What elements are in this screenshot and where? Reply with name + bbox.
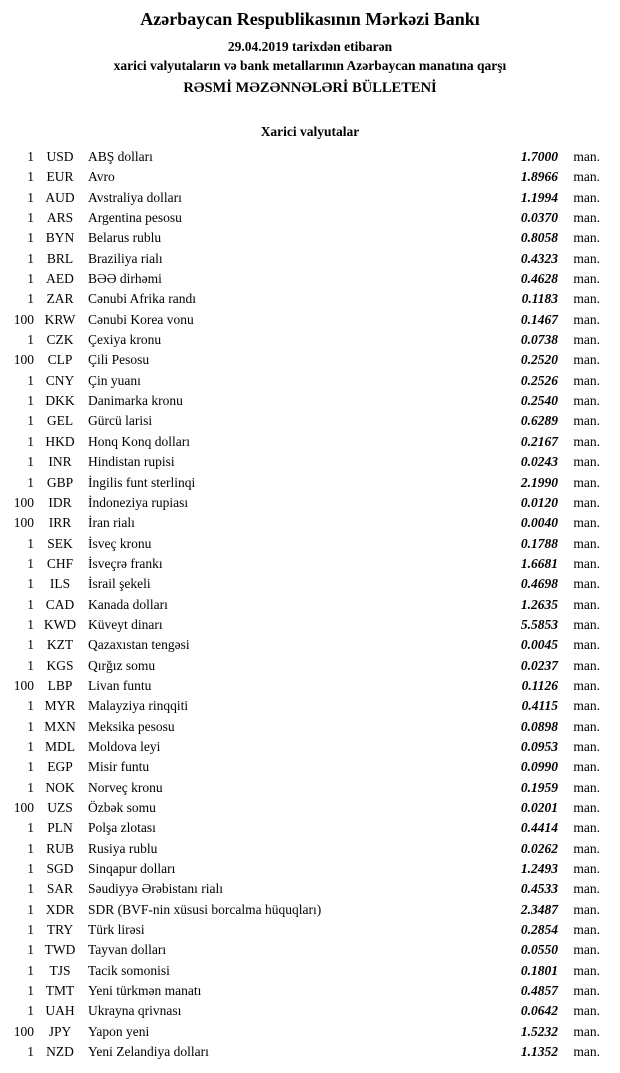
currency-unit-label: man. xyxy=(573,393,600,409)
rate-row xyxy=(8,330,600,350)
currency-quantity: 1 xyxy=(27,698,34,714)
rate-row xyxy=(8,1001,600,1021)
currency-rate: 0.0040 xyxy=(520,515,558,531)
currency-code: PLN xyxy=(47,820,73,836)
rate-row xyxy=(8,473,600,493)
rate-row xyxy=(8,900,600,920)
currency-name: Cənubi Afrika randı xyxy=(88,291,196,307)
currency-unit-label: man. xyxy=(573,1023,600,1039)
rate-row xyxy=(8,859,600,879)
currency-unit-label: man. xyxy=(573,637,600,653)
currency-code: IRR xyxy=(48,515,72,531)
currency-rate: 0.0262 xyxy=(520,840,558,856)
currency-rate: 0.6289 xyxy=(520,413,558,429)
currency-code: BRL xyxy=(46,250,74,266)
rate-row xyxy=(8,269,600,289)
rate-row xyxy=(8,839,600,859)
currency-quantity: 1 xyxy=(27,596,34,612)
currency-name: Türk lirəsi xyxy=(88,922,145,938)
currency-name: Polşa zlotası xyxy=(88,820,156,836)
currency-quantity: 1 xyxy=(27,474,34,490)
currency-name: BƏƏ dirhəmi xyxy=(88,271,162,287)
currency-quantity: 1 xyxy=(27,535,34,551)
rate-row xyxy=(8,737,600,757)
currency-unit-label: man. xyxy=(573,881,600,897)
currency-code: GBP xyxy=(46,474,74,490)
currency-name: Moldova leyi xyxy=(88,738,161,754)
currency-quantity: 1 xyxy=(27,291,34,307)
currency-unit-label: man. xyxy=(573,332,600,348)
currency-rate: 5.5853 xyxy=(520,616,558,632)
currency-quantity: 1 xyxy=(27,881,34,897)
currency-quantity: 1 xyxy=(27,555,34,571)
currency-rate: 2.3487 xyxy=(520,901,558,917)
currency-unit-label: man. xyxy=(573,474,600,490)
currency-quantity: 1 xyxy=(27,779,34,795)
currency-unit-label: man. xyxy=(573,169,600,185)
currency-unit-label: man. xyxy=(573,413,600,429)
currency-quantity: 1 xyxy=(27,861,34,877)
rate-row xyxy=(8,310,600,330)
currency-unit-label: man. xyxy=(573,250,600,266)
currency-code: DKK xyxy=(45,393,75,409)
currency-code: JPY xyxy=(48,1023,72,1039)
currency-name: Kanada dolları xyxy=(88,596,168,612)
currency-code: AED xyxy=(46,271,74,287)
currency-quantity: 1 xyxy=(27,576,34,592)
currency-rate: 0.0243 xyxy=(520,454,558,470)
currency-rate: 0.0642 xyxy=(520,1003,558,1019)
currency-unit-label: man. xyxy=(573,352,600,368)
currency-code: HKD xyxy=(45,433,75,449)
rate-row xyxy=(8,167,600,187)
currency-quantity: 100 xyxy=(13,494,34,510)
currency-name: Qazaxıstan tengəsi xyxy=(88,637,190,653)
currency-name: Səudiyyə Ərəbistanı rialı xyxy=(88,881,223,897)
currency-quantity: 100 xyxy=(13,1023,34,1039)
rate-row xyxy=(8,208,600,228)
currency-quantity: 1 xyxy=(27,983,34,999)
currency-unit-label: man. xyxy=(573,515,600,531)
rate-row xyxy=(8,757,600,777)
currency-rate: 0.4857 xyxy=(520,983,558,999)
currency-unit-label: man. xyxy=(573,372,600,388)
currency-name: Çin yuanı xyxy=(88,372,141,388)
currency-rate: 0.0990 xyxy=(520,759,558,775)
currency-quantity: 1 xyxy=(27,901,34,917)
currency-code: TRY xyxy=(46,922,74,938)
currency-rate: 0.2526 xyxy=(520,372,558,388)
currency-quantity: 1 xyxy=(27,759,34,775)
currency-quantity: 1 xyxy=(27,413,34,429)
currency-code: CZK xyxy=(46,332,74,348)
rate-row xyxy=(8,371,600,391)
currency-unit-label: man. xyxy=(573,535,600,551)
rate-row xyxy=(8,411,600,431)
currency-unit-label: man. xyxy=(573,922,600,938)
rate-row xyxy=(8,656,600,676)
currency-name: Avro xyxy=(88,169,115,185)
currency-unit-label: man. xyxy=(573,616,600,632)
currency-unit-label: man. xyxy=(573,800,600,815)
currency-quantity: 1 xyxy=(27,433,34,449)
currency-name: Meksika pesosu xyxy=(88,718,175,734)
rate-row xyxy=(8,696,600,716)
currency-rate: 0.2540 xyxy=(520,393,558,409)
currency-code: EUR xyxy=(46,169,74,185)
currency-code: INR xyxy=(48,454,72,470)
rate-row xyxy=(8,778,600,798)
currency-code: MDL xyxy=(45,738,75,754)
currency-quantity: 1 xyxy=(27,332,34,348)
currency-code: XDR xyxy=(45,901,75,917)
currency-rate: 0.4414 xyxy=(520,820,558,836)
currency-unit-label: man. xyxy=(573,840,600,856)
currency-code: ILS xyxy=(49,576,71,592)
currency-rate: 1.1352 xyxy=(520,1044,558,1060)
currency-unit-label: man. xyxy=(573,983,600,999)
rate-row xyxy=(8,188,600,208)
currency-code: KZT xyxy=(46,637,74,653)
currency-code: NOK xyxy=(45,779,75,795)
rate-row xyxy=(8,1042,600,1062)
rate-row xyxy=(8,228,600,248)
currency-code: LBP xyxy=(47,677,73,693)
currency-name: Danimarka kronu xyxy=(88,393,183,409)
rate-row xyxy=(8,249,600,269)
currency-unit-label: man. xyxy=(573,454,600,470)
currency-code: TJS xyxy=(49,962,71,978)
rate-row xyxy=(8,513,600,533)
currency-quantity: 1 xyxy=(27,820,34,836)
currency-name: Avstraliya dolları xyxy=(88,189,182,205)
rate-row xyxy=(8,147,600,167)
rate-row xyxy=(8,635,600,655)
currency-name: Belarus rublu xyxy=(88,230,162,246)
currency-code: MXN xyxy=(44,718,76,734)
rate-row xyxy=(8,717,600,737)
currency-code: MYR xyxy=(44,698,76,714)
rate-row xyxy=(8,676,600,696)
currency-quantity: 1 xyxy=(27,230,34,246)
currency-name: SDR (BVF-nin xüsusi borcalma hüquqları) xyxy=(88,901,322,917)
currency-quantity: 1 xyxy=(27,657,34,673)
currency-quantity: 1 xyxy=(27,149,34,164)
currency-rate: 0.0738 xyxy=(520,332,558,348)
currency-quantity: 100 xyxy=(13,515,34,531)
rate-row xyxy=(8,1022,600,1042)
currency-rate: 1.2635 xyxy=(520,596,558,612)
currency-code: EGP xyxy=(47,759,73,775)
currency-unit-label: man. xyxy=(573,759,600,775)
currency-code: CHF xyxy=(46,555,74,571)
currency-name: İsveç kronu xyxy=(88,535,152,551)
rate-row xyxy=(8,534,600,554)
currency-rate: 0.0045 xyxy=(520,637,558,653)
currency-code: UAH xyxy=(45,1003,75,1019)
currency-rate: 0.0201 xyxy=(520,800,558,815)
rate-row xyxy=(8,289,600,309)
currency-rate: 0.1801 xyxy=(520,962,558,978)
currency-unit-label: man. xyxy=(573,149,600,164)
rate-row xyxy=(8,391,600,411)
currency-quantity: 1 xyxy=(27,271,34,287)
currency-name: Qırğız somu xyxy=(88,657,156,673)
currency-name: Yeni Zelandiya dolları xyxy=(88,1044,209,1060)
subtitle-line: xarici valyutaların və bank metallarının Azərbaycan manatına qarşı xyxy=(113,58,507,73)
rate-row xyxy=(8,595,600,615)
currency-rate: 0.0898 xyxy=(520,718,558,734)
rate-row xyxy=(8,798,600,818)
currency-unit-label: man. xyxy=(573,210,600,226)
date-line: 29.04.2019 tarixdən etibarən xyxy=(227,39,393,54)
currency-name: İndoneziya rupiası xyxy=(88,494,189,510)
currency-unit-label: man. xyxy=(573,962,600,978)
rate-row xyxy=(8,879,600,899)
currency-name: Honq Konq dolları xyxy=(88,433,190,449)
currency-code: IDR xyxy=(48,494,72,510)
currency-name: Gürcü larisi xyxy=(88,413,153,429)
currency-unit-label: man. xyxy=(573,576,600,592)
currency-code: ZAR xyxy=(46,291,74,307)
currency-rate: 0.1959 xyxy=(520,779,558,795)
currency-rate: 0.0370 xyxy=(520,210,558,226)
currency-name: Cənubi Korea vonu xyxy=(88,311,194,327)
rate-row xyxy=(8,961,600,981)
currency-name: Çili Pesosu xyxy=(88,352,150,368)
rate-row xyxy=(8,574,600,594)
currency-unit-label: man. xyxy=(573,942,600,958)
currency-rate: 0.4698 xyxy=(520,576,558,592)
currency-rate: 0.2167 xyxy=(520,433,558,449)
currency-quantity: 1 xyxy=(27,942,34,958)
rate-row xyxy=(8,818,600,838)
currency-name: Livan funtu xyxy=(88,677,152,693)
rates-table xyxy=(0,147,620,1062)
currency-rate: 0.0237 xyxy=(520,657,558,673)
currency-unit-label: man. xyxy=(573,861,600,877)
currency-code: GEL xyxy=(46,413,74,429)
currency-code: TWD xyxy=(44,942,76,958)
currency-code: RUB xyxy=(46,840,74,856)
currency-name: Tacik somonisi xyxy=(88,962,170,978)
currency-quantity: 100 xyxy=(13,800,34,815)
currency-unit-label: man. xyxy=(573,677,600,693)
currency-quantity: 1 xyxy=(27,1003,34,1019)
currency-rate: 0.0953 xyxy=(520,738,558,754)
currency-unit-label: man. xyxy=(573,596,600,612)
currency-code: CAD xyxy=(45,596,75,612)
currency-rate: 1.8966 xyxy=(520,169,558,185)
currency-name: Hindistan rupisi xyxy=(88,454,175,470)
currency-name: Ukrayna qrivnası xyxy=(88,1003,182,1019)
currency-quantity: 1 xyxy=(27,616,34,632)
currency-code: AUD xyxy=(45,189,75,205)
currency-unit-label: man. xyxy=(573,291,600,307)
currency-rate: 0.0120 xyxy=(520,494,558,510)
currency-name: Küveyt dinarı xyxy=(88,616,163,632)
currency-name: Sinqapur dolları xyxy=(88,861,176,877)
currency-quantity: 1 xyxy=(27,393,34,409)
currency-quantity: 1 xyxy=(27,189,34,205)
currency-name: Norveç kronu xyxy=(88,779,163,795)
currency-name: İsveçrə frankı xyxy=(88,555,163,571)
currency-unit-label: man. xyxy=(573,555,600,571)
currency-rate: 0.8058 xyxy=(520,230,558,246)
currency-unit-label: man. xyxy=(573,1003,600,1019)
currency-unit-label: man. xyxy=(573,820,600,836)
currency-code: KRW xyxy=(44,311,76,327)
currency-quantity: 1 xyxy=(27,962,34,978)
currency-quantity: 1 xyxy=(27,922,34,938)
currency-code: UZS xyxy=(47,800,73,815)
currency-quantity: 1 xyxy=(27,210,34,226)
bulletin-title: RƏSMİ MƏZƏNNƏLƏRİ BÜLLETENİ xyxy=(183,80,437,96)
currency-rate: 0.2520 xyxy=(520,352,558,368)
currency-name: Yeni türkmən manatı xyxy=(88,983,202,999)
currency-code: TMT xyxy=(45,983,75,999)
currency-rate: 0.4323 xyxy=(520,250,558,266)
currency-quantity: 1 xyxy=(27,738,34,754)
currency-code: NZD xyxy=(46,1044,74,1060)
section-title: Xarici valyutalar xyxy=(260,124,360,139)
currency-rate: 2.1990 xyxy=(520,474,558,490)
currency-unit-label: man. xyxy=(573,271,600,287)
currency-name: Tayvan dolları xyxy=(88,942,167,958)
currency-name: Yapon yeni xyxy=(88,1023,150,1039)
currency-code: SEK xyxy=(47,535,73,551)
rate-row xyxy=(8,493,600,513)
currency-rate: 0.1788 xyxy=(520,535,558,551)
currency-unit-label: man. xyxy=(573,189,600,205)
currency-unit-label: man. xyxy=(573,230,600,246)
currency-code: SAR xyxy=(46,881,74,897)
currency-name: Rusiya rublu xyxy=(88,840,158,856)
currency-rate: 0.1183 xyxy=(521,291,558,307)
currency-name: Misir funtu xyxy=(88,759,150,775)
currency-rate: 0.4115 xyxy=(521,698,558,714)
rate-row xyxy=(8,554,600,574)
currency-quantity: 1 xyxy=(27,840,34,856)
currency-rate: 1.1994 xyxy=(520,189,558,205)
currency-rate: 1.6681 xyxy=(520,555,558,571)
currency-quantity: 1 xyxy=(27,1044,34,1060)
rate-row xyxy=(8,350,600,370)
currency-name: Malayziya rinqqiti xyxy=(88,698,189,714)
rate-row xyxy=(8,940,600,960)
rate-row xyxy=(8,615,600,635)
currency-rate: 0.2854 xyxy=(520,922,558,938)
currency-code: KGS xyxy=(46,657,74,673)
currency-code: KWD xyxy=(43,616,77,632)
rate-row xyxy=(8,920,600,940)
page-title: Azərbaycan Respublikasının Mərkəzi Bankı xyxy=(140,9,480,29)
currency-rate: 0.1467 xyxy=(520,311,558,327)
currency-unit-label: man. xyxy=(573,901,600,917)
currency-quantity: 100 xyxy=(13,311,34,327)
currency-quantity: 1 xyxy=(27,718,34,734)
currency-unit-label: man. xyxy=(573,779,600,795)
currency-name: Braziliya rialı xyxy=(88,250,163,266)
currency-unit-label: man. xyxy=(573,718,600,734)
currency-unit-label: man. xyxy=(573,657,600,673)
rate-row xyxy=(8,981,600,1001)
currency-rate: 0.1126 xyxy=(521,677,558,693)
currency-name: Argentina pesosu xyxy=(88,210,182,226)
currency-quantity: 100 xyxy=(13,677,34,693)
rate-row xyxy=(8,452,600,472)
currency-unit-label: man. xyxy=(573,494,600,510)
currency-quantity: 1 xyxy=(27,637,34,653)
currency-code: BYN xyxy=(45,230,75,246)
currency-unit-label: man. xyxy=(573,433,600,449)
currency-name: İngilis funt sterlinqi xyxy=(88,474,196,490)
currency-name: ABŞ dolları xyxy=(88,149,153,164)
currency-unit-label: man. xyxy=(573,1044,600,1060)
currency-name: İsrail şekeli xyxy=(88,576,151,592)
currency-unit-label: man. xyxy=(573,738,600,754)
currency-rate: 1.5232 xyxy=(520,1023,558,1039)
rate-row xyxy=(8,432,600,452)
currency-unit-label: man. xyxy=(573,698,600,714)
currency-code: CLP xyxy=(47,352,73,368)
currency-name: Çexiya kronu xyxy=(88,332,162,348)
currency-name: Özbək somu xyxy=(88,800,156,815)
currency-code: ARS xyxy=(46,210,74,226)
currency-rate: 1.7000 xyxy=(520,149,558,164)
currency-code: SGD xyxy=(46,861,74,877)
currency-quantity: 1 xyxy=(27,372,34,388)
currency-rate: 0.4533 xyxy=(520,881,558,897)
currency-quantity: 1 xyxy=(27,454,34,470)
currency-quantity: 1 xyxy=(27,250,34,266)
currency-name: İran rialı xyxy=(88,515,135,531)
currency-rate: 0.4628 xyxy=(520,271,558,287)
currency-code: USD xyxy=(46,149,74,164)
currency-rate: 0.0550 xyxy=(520,942,558,958)
currency-rate: 1.2493 xyxy=(520,861,558,877)
currency-code: CNY xyxy=(45,372,75,388)
currency-unit-label: man. xyxy=(573,311,600,327)
currency-quantity: 1 xyxy=(27,169,34,185)
currency-quantity: 100 xyxy=(13,352,34,368)
